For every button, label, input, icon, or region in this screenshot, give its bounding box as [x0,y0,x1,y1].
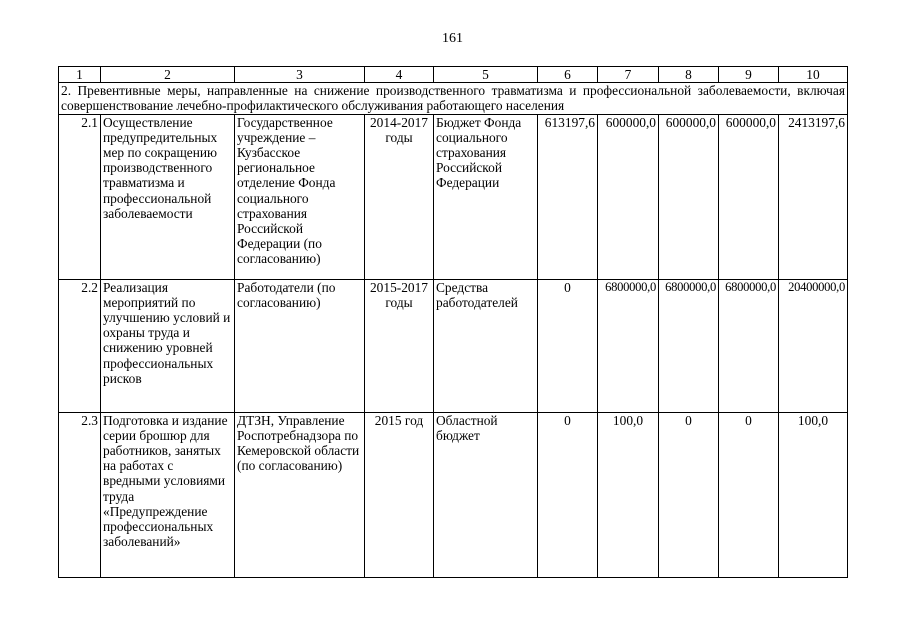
measure-cell: Подготовка и издание серии брошюр для работников, занятых на работах с вредными условиями труда «Предупреждение профессиональных заболеваний» [101,412,235,577]
table-row [59,279,848,412]
period-cell: 2014-2017 годы [365,114,434,279]
section-title: 2. Превентивные меры, направленные на снижение производственного травматизма и профессиональной заболеваемости, включая совершенствование лечебно-профилактического обслуживания работающего населения [59,83,848,114]
column-number-header: 2 [101,67,235,83]
column-number-header: 8 [659,67,719,83]
period-cell: 2015 год [365,412,434,577]
column-number-header: 6 [538,67,598,83]
value-cell-9: 6800000,0 [719,279,779,412]
column-number-header: 7 [598,67,659,83]
row-number: 2.2 [59,279,101,412]
value-cell-9: 600000,0 [719,114,779,279]
value-cell-10: 100,0 [779,412,848,577]
measure-cell: Осуществление предупредительных мер по сокращению производственного травматизма и профессиональной заболеваемости [101,114,235,279]
value-cell-6: 0 [538,412,598,577]
executor-cell: ДТЗН, Управление Роспотребнадзора по Кемеровской области (по согласованию) [235,412,365,577]
value-cell-8: 6800000,0 [659,279,719,412]
column-number-row [59,67,848,83]
executor-cell: Работодатели (по согласованию) [235,279,365,412]
column-number-header: 5 [434,67,538,83]
value-cell-10: 20400000,0 [779,279,848,412]
column-number-header: 9 [719,67,779,83]
value-cell-10: 2413197,6 [779,114,848,279]
value-cell-6: 0 [538,279,598,412]
source-cell: Областной бюджет [434,412,538,577]
column-number-header: 1 [59,67,101,83]
executor-cell: Государственное учреждение – Кузбасское региональное отделение Фонда социального страхования Российской Федерации (по согласованию) [235,114,365,279]
value-cell-6: 613197,6 [538,114,598,279]
source-cell: Бюджет Фонда социального страхования Российской Федерации [434,114,538,279]
value-cell-8: 0 [659,412,719,577]
value-cell-7: 6800000,0 [598,279,659,412]
column-number-header: 3 [235,67,365,83]
page-number: 161 [442,31,463,46]
source-cell: Средства работодателей [434,279,538,412]
row-number: 2.3 [59,412,101,577]
value-cell-9: 0 [719,412,779,577]
program-measures-table [58,66,848,578]
measure-cell: Реализация мероприятий по улучшению условий и охраны труда и снижению уровней профессиональных рисков [101,279,235,412]
table-row [59,412,848,577]
value-cell-7: 600000,0 [598,114,659,279]
table-row [59,114,848,279]
period-cell: 2015-2017 годы [365,279,434,412]
value-cell-8: 600000,0 [659,114,719,279]
section-row [59,83,848,114]
value-cell-7: 100,0 [598,412,659,577]
column-number-header: 10 [779,67,848,83]
column-number-header: 4 [365,67,434,83]
row-number: 2.1 [59,114,101,279]
